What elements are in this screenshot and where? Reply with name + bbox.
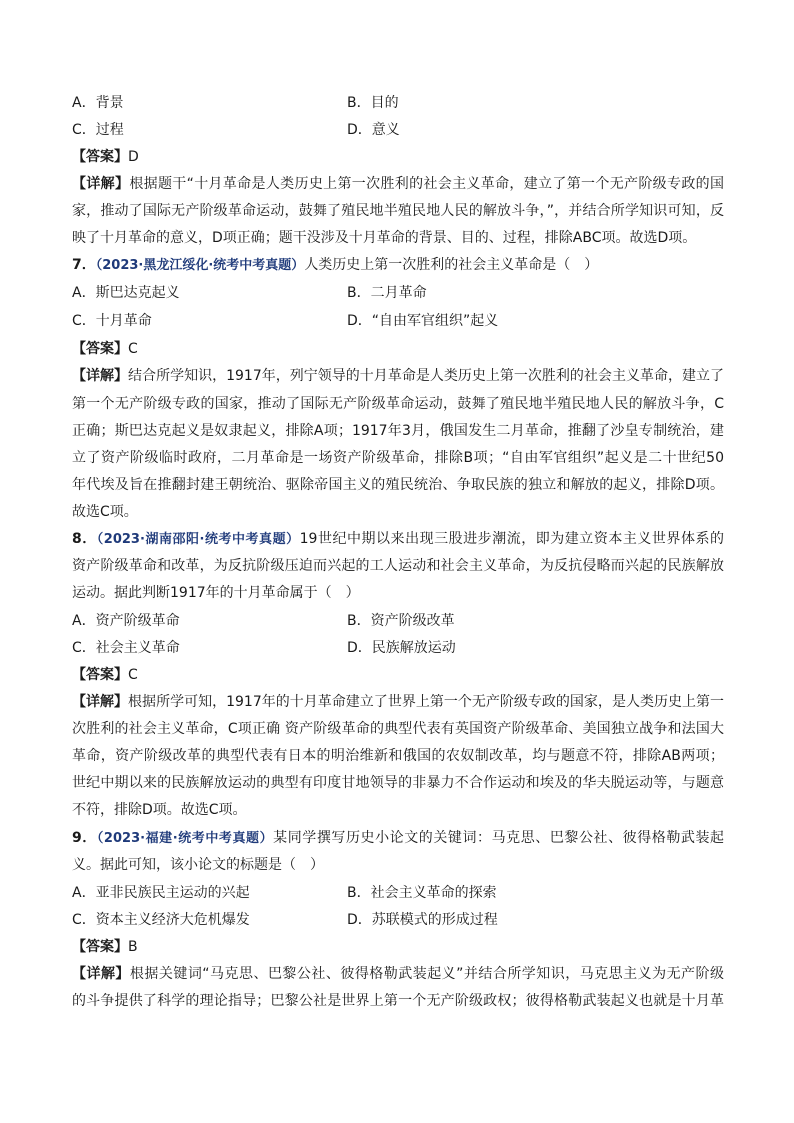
- q9-detail-line-2: 的斗争提供了科学的理论指导；巴黎公社是世界上第一个无产阶级政权；彼得格勒武装起义也就是十月革: [72, 993, 724, 1009]
- q8-detail-line-5: 不符，排除D项。故选C项。: [72, 802, 247, 818]
- q9-answer: [72, 937, 724, 957]
- q6-detail-line-3: 映了十月革命的意义，D项正确；题干没涉及十月革命的背景、目的、过程，排除ABC项。故选D项。: [72, 230, 697, 246]
- q9-detail-line-1: 【详解】根据关键词“马克思、巴黎公社、彼得格勒武装起义”并结合所学知识，马克思主义为无产阶级: [72, 966, 724, 982]
- q9-option-c: C．资本主义经济大危机爆发: [72, 912, 250, 928]
- q8-stem-line-1: 8．（2023·湖南邵阳·统考中考真题）19世纪中期以来出现三股进步潮流，即为建立资本主义世界体系的: [72, 531, 724, 547]
- question-source: （2023·福建·统考中考真题）: [96, 831, 274, 846]
- q7-detail-line-3: 正确；斯巴达克起义是奴隶起义，排除A项；1917年3月，俄国发生二月革命，推翻了沙皇专制统治，建: [72, 423, 724, 439]
- q8-option-d: D．民族解放运动: [347, 640, 456, 656]
- q7-option-c: C．十月革命: [72, 313, 152, 329]
- q7-detail-line-1: 【详解】结合所学知识，1917年，列宁领导的十月革命是人类历史上第一次胜利的社会主义革命，建立了: [72, 368, 724, 384]
- q6-detail-line-2: 家，推动了国际无产阶级革命运动，鼓舞了殖民地半殖民地人民的解放斗争，”，并结合所学知识可知，反: [72, 203, 724, 219]
- answer-value: C: [128, 341, 138, 357]
- question-source: （2023·黑龙江绥化·统考中考真题）: [95, 258, 305, 273]
- q6-detail-line-1: 【详解】根据题干“十月革命是人类历史上第一次胜利的社会主义革命，建立了第一个无产阶级专政的国: [72, 176, 724, 192]
- detail-tag: 【详解】: [72, 694, 129, 710]
- q7-option-b: B．二月革命: [347, 285, 427, 301]
- q7-detail-line-5: 年代埃及旨在推翻封建王朝统治、驱除帝国主义的殖民统治、争取民族的独立和解放的起义，排除D项。: [72, 477, 724, 493]
- q6-option-b: B．目的: [347, 95, 399, 111]
- question-number: 8．: [72, 531, 97, 547]
- q8-stem-line-2: 资产阶级革命和改革，为反抗阶级压迫而兴起的工人运动和社会主义革命，为反抗侵略而兴起的民族解放: [72, 558, 724, 574]
- q7-detail-line-6: 故选C项。: [72, 504, 138, 520]
- answer-tag: 【答案】: [72, 667, 128, 683]
- q9-option-d: D．苏联模式的形成过程: [347, 912, 498, 928]
- q6-option-c: C．过程: [72, 122, 124, 138]
- question-number: 9．: [72, 830, 97, 846]
- q8-answer: [72, 665, 724, 685]
- answer-value: B: [128, 939, 138, 955]
- q6-option-a: A．背景: [72, 95, 124, 111]
- q7-answer: [72, 339, 724, 359]
- q7-detail-line-4: 立了资产阶级临时政府，二月革命是一场资产阶级革命，排除B项；“自由军官组织”起义是二十世纪50: [72, 450, 724, 466]
- q8-option-b: B．资产阶级改革: [347, 613, 455, 629]
- detail-tag: 【详解】: [72, 368, 129, 384]
- q6-answer: [72, 147, 724, 167]
- q9-stem-line-2: 义。据此可知，该小论文的标题是（ ）: [72, 857, 324, 873]
- q8-detail-line-2: 次胜利的社会主义革命，C项正确 资产阶级革命的典型代表有英国资产阶级革命、美国独立战争和法国大: [72, 721, 724, 737]
- question-stem: 人类历史上第一次胜利的社会主义革命是（ ）: [304, 257, 599, 273]
- q8-stem-line-3: 运动。据此判断1917年的十月革命属于（ ）: [72, 585, 360, 601]
- question-number: 7．: [72, 257, 96, 273]
- detail-tag: 【详解】: [72, 176, 130, 192]
- q8-detail-line-4: 世纪中期以来的民族解放运动的典型有印度甘地领导的非暴力不合作运动和埃及的华夫脱运动等，与题意: [72, 775, 724, 791]
- q8-option-c: C．社会主义革命: [72, 640, 180, 656]
- q9-stem-line-1: 9．（2023·福建·统考中考真题）某同学撰写历史小论文的关键词：马克思、巴黎公社、彼得格勒武装起: [72, 830, 724, 846]
- question-source: （2023·湖南邵阳·统考中考真题）: [96, 532, 300, 547]
- answer-value: C: [128, 667, 138, 683]
- q8-detail-line-1: 【详解】根据所学可知，1917年的十月革命建立了世界上第一个无产阶级专政的国家，是人类历史上第一: [72, 694, 724, 710]
- answer-tag: 【答案】: [72, 149, 128, 165]
- q6-option-d: D．意义: [347, 122, 400, 138]
- answer-tag: 【答案】: [72, 341, 128, 357]
- q8-detail-line-3: 革命，资产阶级改革的典型代表有日本的明治维新和俄国的农奴制改革，均与题意不符，排除AB两项；: [72, 748, 724, 764]
- q9-option-b: B．社会主义革命的探索: [347, 885, 497, 901]
- q7-option-a: A．斯巴达克起义: [72, 285, 180, 301]
- q7-stem: [72, 255, 724, 276]
- q7-option-d: D．“自由军官组织”起义: [347, 313, 499, 329]
- detail-tag: 【详解】: [72, 966, 130, 982]
- q9-option-a: A．亚非民族民主运动的兴起: [72, 885, 250, 901]
- answer-tag: 【答案】: [72, 939, 128, 955]
- answer-value: D: [128, 149, 139, 165]
- q8-option-a: A．资产阶级革命: [72, 613, 180, 629]
- q7-detail-line-2: 第一个无产阶级专政的国家，推动了国际无产阶级革命运动，鼓舞了殖民地半殖民地人民的解放斗争，C: [72, 396, 724, 412]
